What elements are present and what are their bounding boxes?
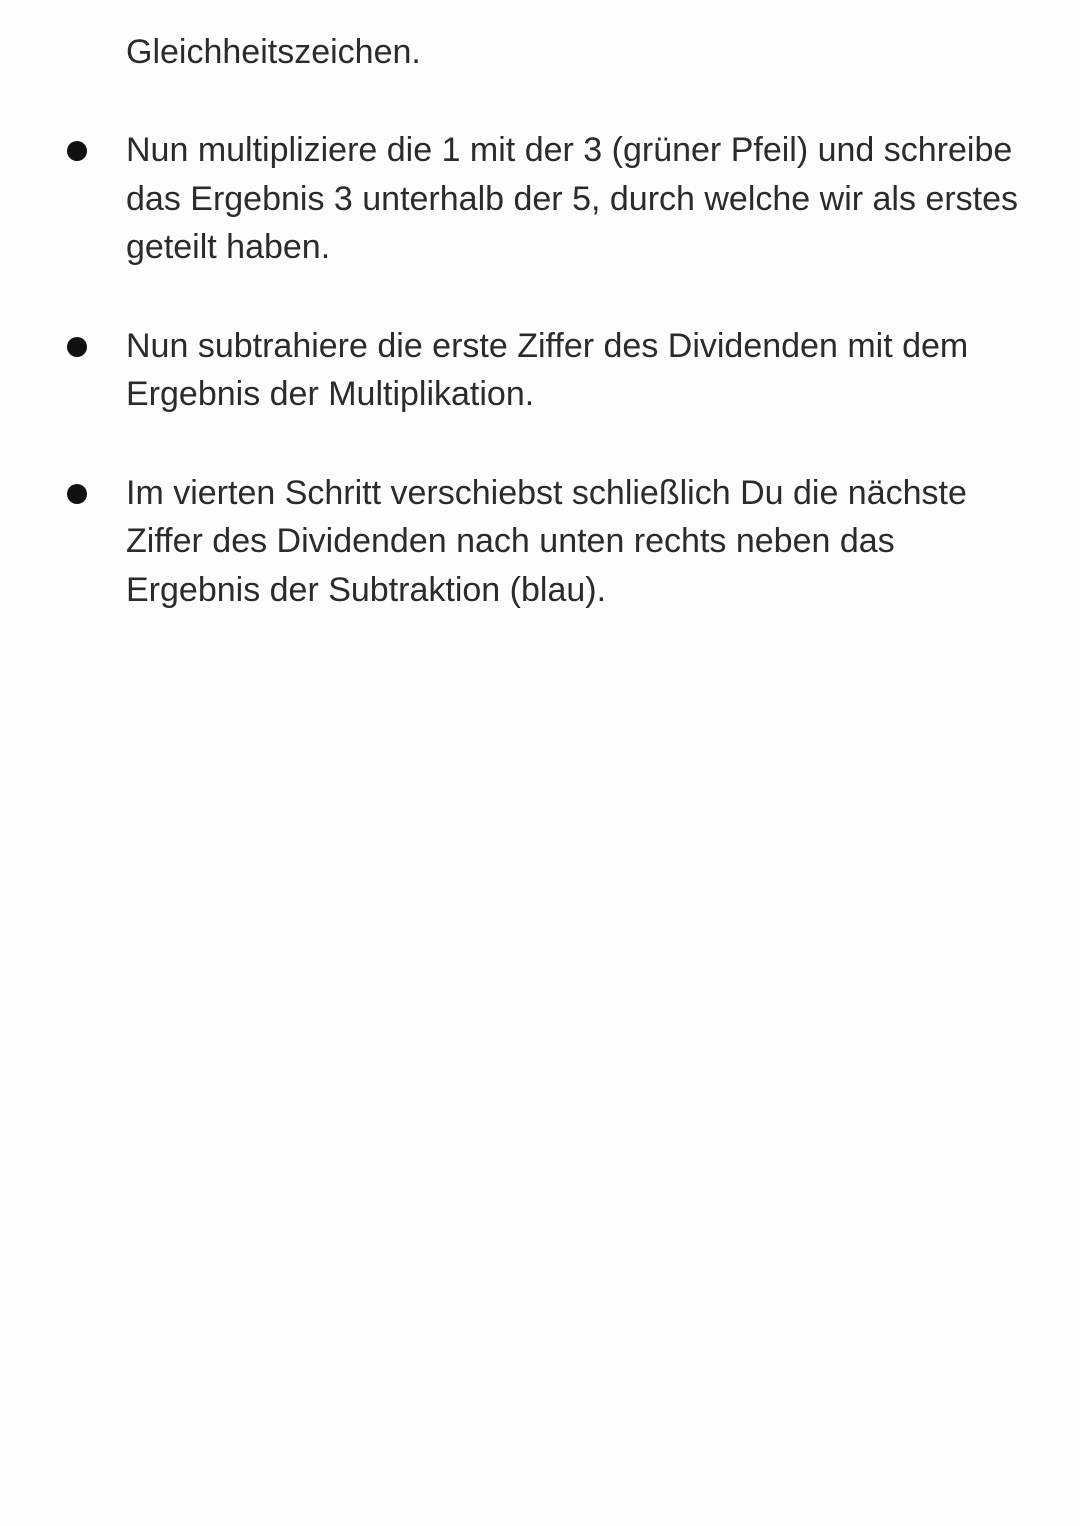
list-item [0,322,1080,419]
bullet-dot-icon [67,141,87,161]
bullet-text: Nun multipliziere die 1 mit der 3 (grüner Pfeil) und schreibe das Ergebnis 3 unterhalb der 5, durch welche wir als erstes geteilt haben. [126,131,1019,266]
list-item [0,126,1080,272]
bullet-text: Im vierten Schritt verschiebst schließlich Du die nächste Ziffer des Dividenden nach unten rechts neben das Ergebnis der Subtraktion (blau). [126,473,967,609]
bullet-dot-icon [67,484,87,504]
bullet-list [0,126,1080,664]
bullet-dot-icon [67,337,87,357]
bullet-text: Nun subtrahiere die erste Ziffer des Dividenden mit dem Ergebnis der Multiplikation. [126,326,969,413]
list-item [0,469,1080,615]
continuation-text: Gleichheitszeichen. [126,33,421,71]
